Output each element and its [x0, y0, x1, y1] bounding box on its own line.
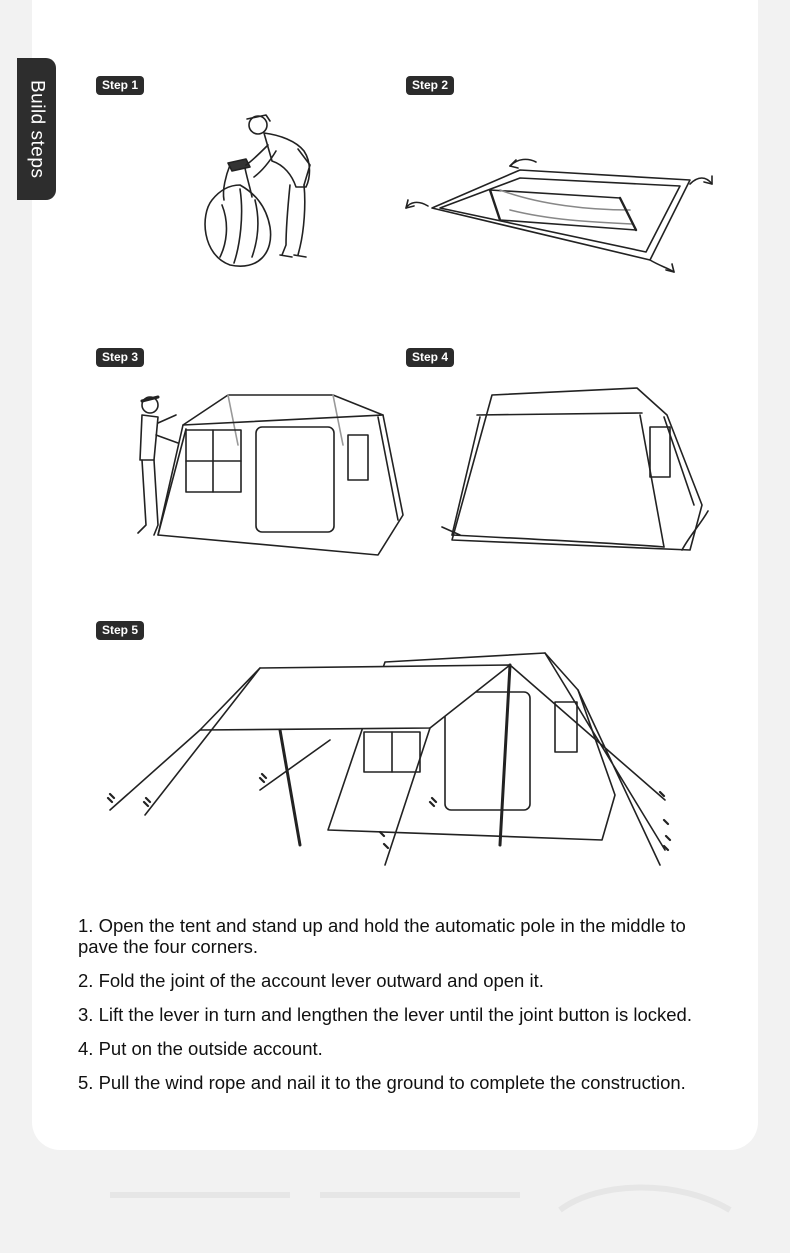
person-unpacking-tent-icon — [200, 105, 330, 270]
step-5-badge: Step 5 — [96, 621, 144, 640]
person-raising-tent-icon — [128, 385, 413, 560]
step-4-badge: Step 4 — [406, 348, 454, 367]
instruction-step-2: 2. Fold the joint of the account lever outward and open it. — [78, 970, 544, 991]
tent-laid-flat-icon — [400, 150, 720, 280]
instruction-list — [78, 915, 778, 1106]
side-tab — [17, 58, 56, 200]
tent-with-canopy-and-ropes-icon — [100, 650, 690, 875]
tent-with-outer-cover-icon — [432, 385, 712, 565]
instruction-step-4: 4. Put on the outside account. — [78, 1038, 323, 1059]
step-1-badge: Step 1 — [96, 76, 144, 95]
instruction-step-5: 5. Pull the wind rope and nail it to the ground to complete the construction. — [78, 1072, 686, 1093]
instruction-step-3: 3. Lift the lever in turn and lengthen the lever until the joint button is locked. — [78, 1004, 692, 1025]
step-3-badge: Step 3 — [96, 348, 144, 367]
instruction-step-1: 1. Open the tent and stand up and hold the automatic pole in the middle to pave the four corners. — [78, 915, 686, 957]
side-tab-label: Build steps — [26, 79, 48, 179]
step-2-badge: Step 2 — [406, 76, 454, 95]
